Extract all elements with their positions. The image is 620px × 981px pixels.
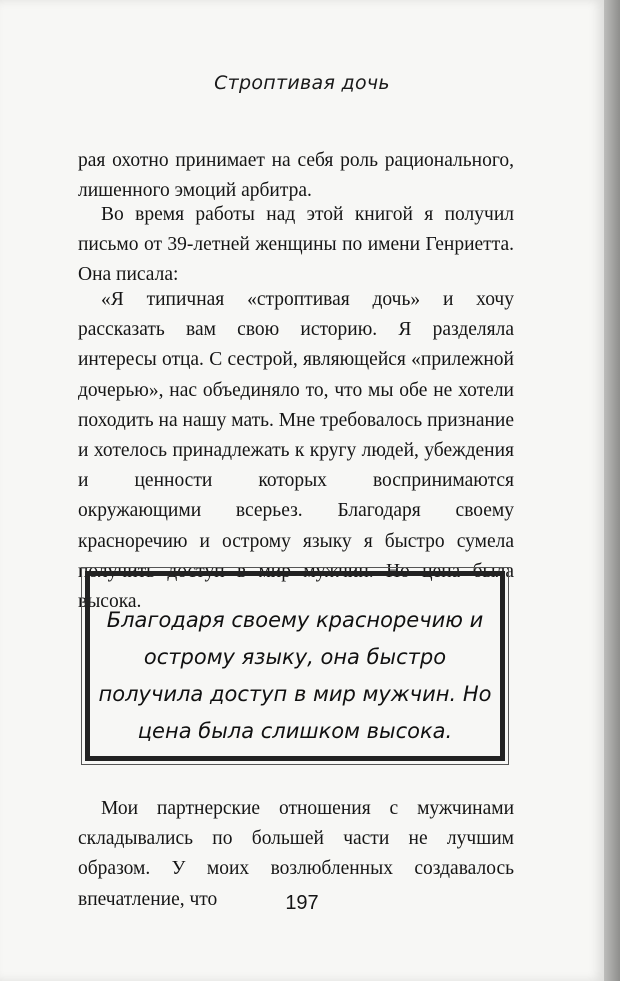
paragraph: «Я типичная «строптивая дочь» и хочу рассказать вам свою историю. Я разделяла интересы отца. С сестрой, являющейся «прилежной дочерью», нас объединяло то, что мы обе не хотели походить на нашу мать. Мне требовалось признание и хотелось принадлежать к кругу людей, убеждения и ценности которых воспринимаются окружающими всерьез. Благодаря своему красноречию и острому языку я быстро сумела получить доступ в мир мужчин. Но цена была высока. [78, 289, 515, 613]
running-header: Строптивая дочь [214, 72, 390, 94]
paragraph: Во время работы над этой книгой я получил письмо от 39-летней женщины по имени Генриетта. Она писала: [78, 204, 514, 286]
paragraph: рая охотно принимает на себя роль рационального, лишенного эмоций арбитра. [78, 150, 514, 202]
pull-quote-box [85, 571, 505, 761]
page-number: 197 [285, 892, 319, 914]
paragraph: Мои партнерские отношения с мужчинами складывались по большей части не лучшим образом. У моих возлюбленных создавалось впечатление, что [78, 798, 514, 910]
pull-quote-text: Благодаря своему красноречию и острому языку, она быстро получила доступ в мир мужчин. Но цена была слишком высока. [98, 608, 492, 743]
page-edge-shadow [604, 0, 620, 981]
